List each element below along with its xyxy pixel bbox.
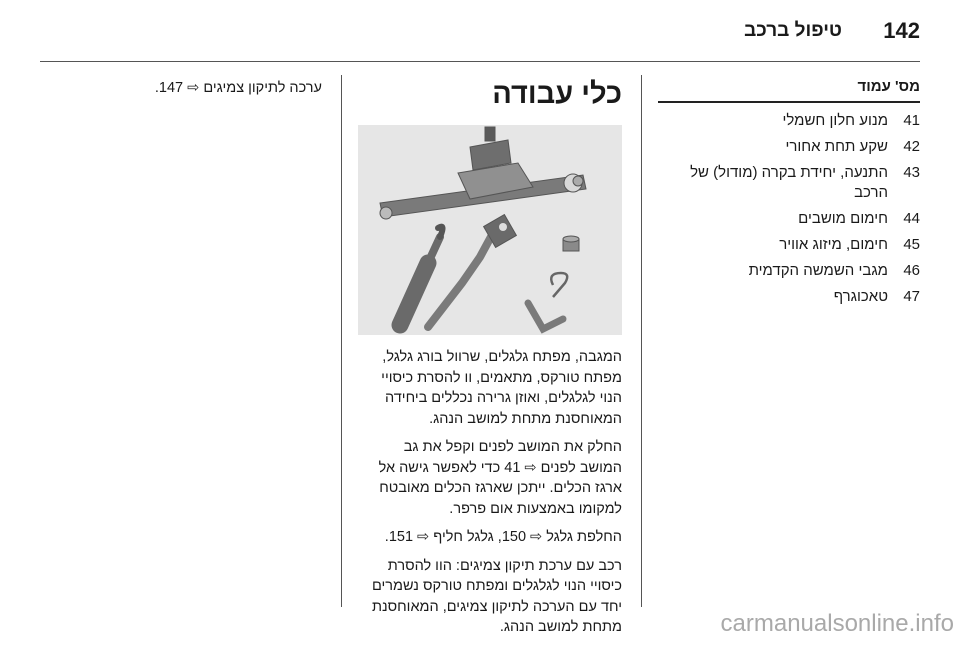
body-paragraph: המגבה, מפתח גלגלים, שרוול בורג גלגל, מפתח טורקס, מתאמים, וו להסרת כיסויי הנוי לגלגלים, ואוזן גרירה נכללים ביחידה המאוחסנת מתחת למושב הנהג. bbox=[381, 349, 622, 427]
list-item bbox=[658, 261, 920, 281]
adapters-drawing bbox=[551, 236, 579, 297]
list-item-number: 46 bbox=[903, 262, 920, 279]
body-paragraph: רכב עם ערכת תיקון צמיגים: הוו להסרת כיסויי הנוי לגלגלים ומפתח טורקס נשמרים יחד עם הערכה לתיקון צמיגים, המאוחסנת מתחת למושב הנהג. bbox=[371, 557, 622, 635]
jack-drawing bbox=[380, 127, 586, 219]
body-paragraph: החלפת גלגל ⇨ 150, גלגל חליף ⇨ 151. bbox=[384, 529, 622, 545]
list-item-number: 41 bbox=[903, 112, 920, 129]
list-item-label: מנוע חלון חשמלי bbox=[782, 112, 888, 129]
list-item-number: 42 bbox=[903, 138, 920, 155]
page-header bbox=[40, 14, 920, 54]
list-item-label: חימום, מיזוג אוויר bbox=[779, 236, 888, 253]
chapter-title: טיפול ברכב bbox=[744, 20, 842, 41]
continuation-column bbox=[50, 78, 322, 98]
list-item-number: 44 bbox=[903, 210, 920, 227]
list-item-label: שקע תחת אחורי bbox=[785, 138, 888, 155]
list-item-number: 43 bbox=[903, 164, 920, 181]
page-number: 142 bbox=[883, 18, 920, 43]
column-divider-right bbox=[641, 75, 642, 607]
tools-drawing bbox=[358, 125, 622, 335]
list-item bbox=[658, 287, 920, 307]
reference-table-title: מס' עמוד bbox=[658, 78, 920, 103]
site-watermark: carmanualsonline.info bbox=[720, 610, 954, 637]
list-item-number: 47 bbox=[903, 288, 920, 305]
column-divider-left bbox=[341, 75, 342, 607]
tools-illustration bbox=[358, 125, 622, 335]
list-item bbox=[658, 209, 920, 229]
list-item-label: חימום מושבים bbox=[798, 210, 888, 227]
list-item bbox=[658, 111, 920, 131]
list-item-number: 45 bbox=[903, 236, 920, 253]
header-divider bbox=[40, 61, 920, 62]
list-item-label: מגבי השמשה הקדמית bbox=[748, 262, 888, 279]
reference-table bbox=[658, 78, 920, 313]
torx-wrench-drawing bbox=[528, 303, 563, 329]
body-paragraph: החלק את המושב לפנים וקפל את גב המושב לפנים ⇨ 41 כדי לאפשר גישה אל ארגז הכלים. ייתכן שארגז הכלים מאובטח למקומו באמצעות אום פרפר. bbox=[378, 439, 622, 517]
list-item bbox=[658, 163, 920, 203]
tools-section bbox=[358, 78, 622, 646]
section-title: כלי עבודה bbox=[492, 78, 622, 110]
cross-reference-text: ערכה לתיקון צמיגים ⇨ 147. bbox=[154, 80, 322, 96]
list-item bbox=[658, 235, 920, 255]
list-item-label: טאכוגרף bbox=[833, 288, 888, 305]
list-item-label: התנעה, יחידת בקרה (מודול) של הרכב bbox=[690, 164, 888, 201]
reference-list bbox=[658, 111, 920, 307]
list-item bbox=[658, 137, 920, 157]
section-body bbox=[358, 347, 622, 638]
